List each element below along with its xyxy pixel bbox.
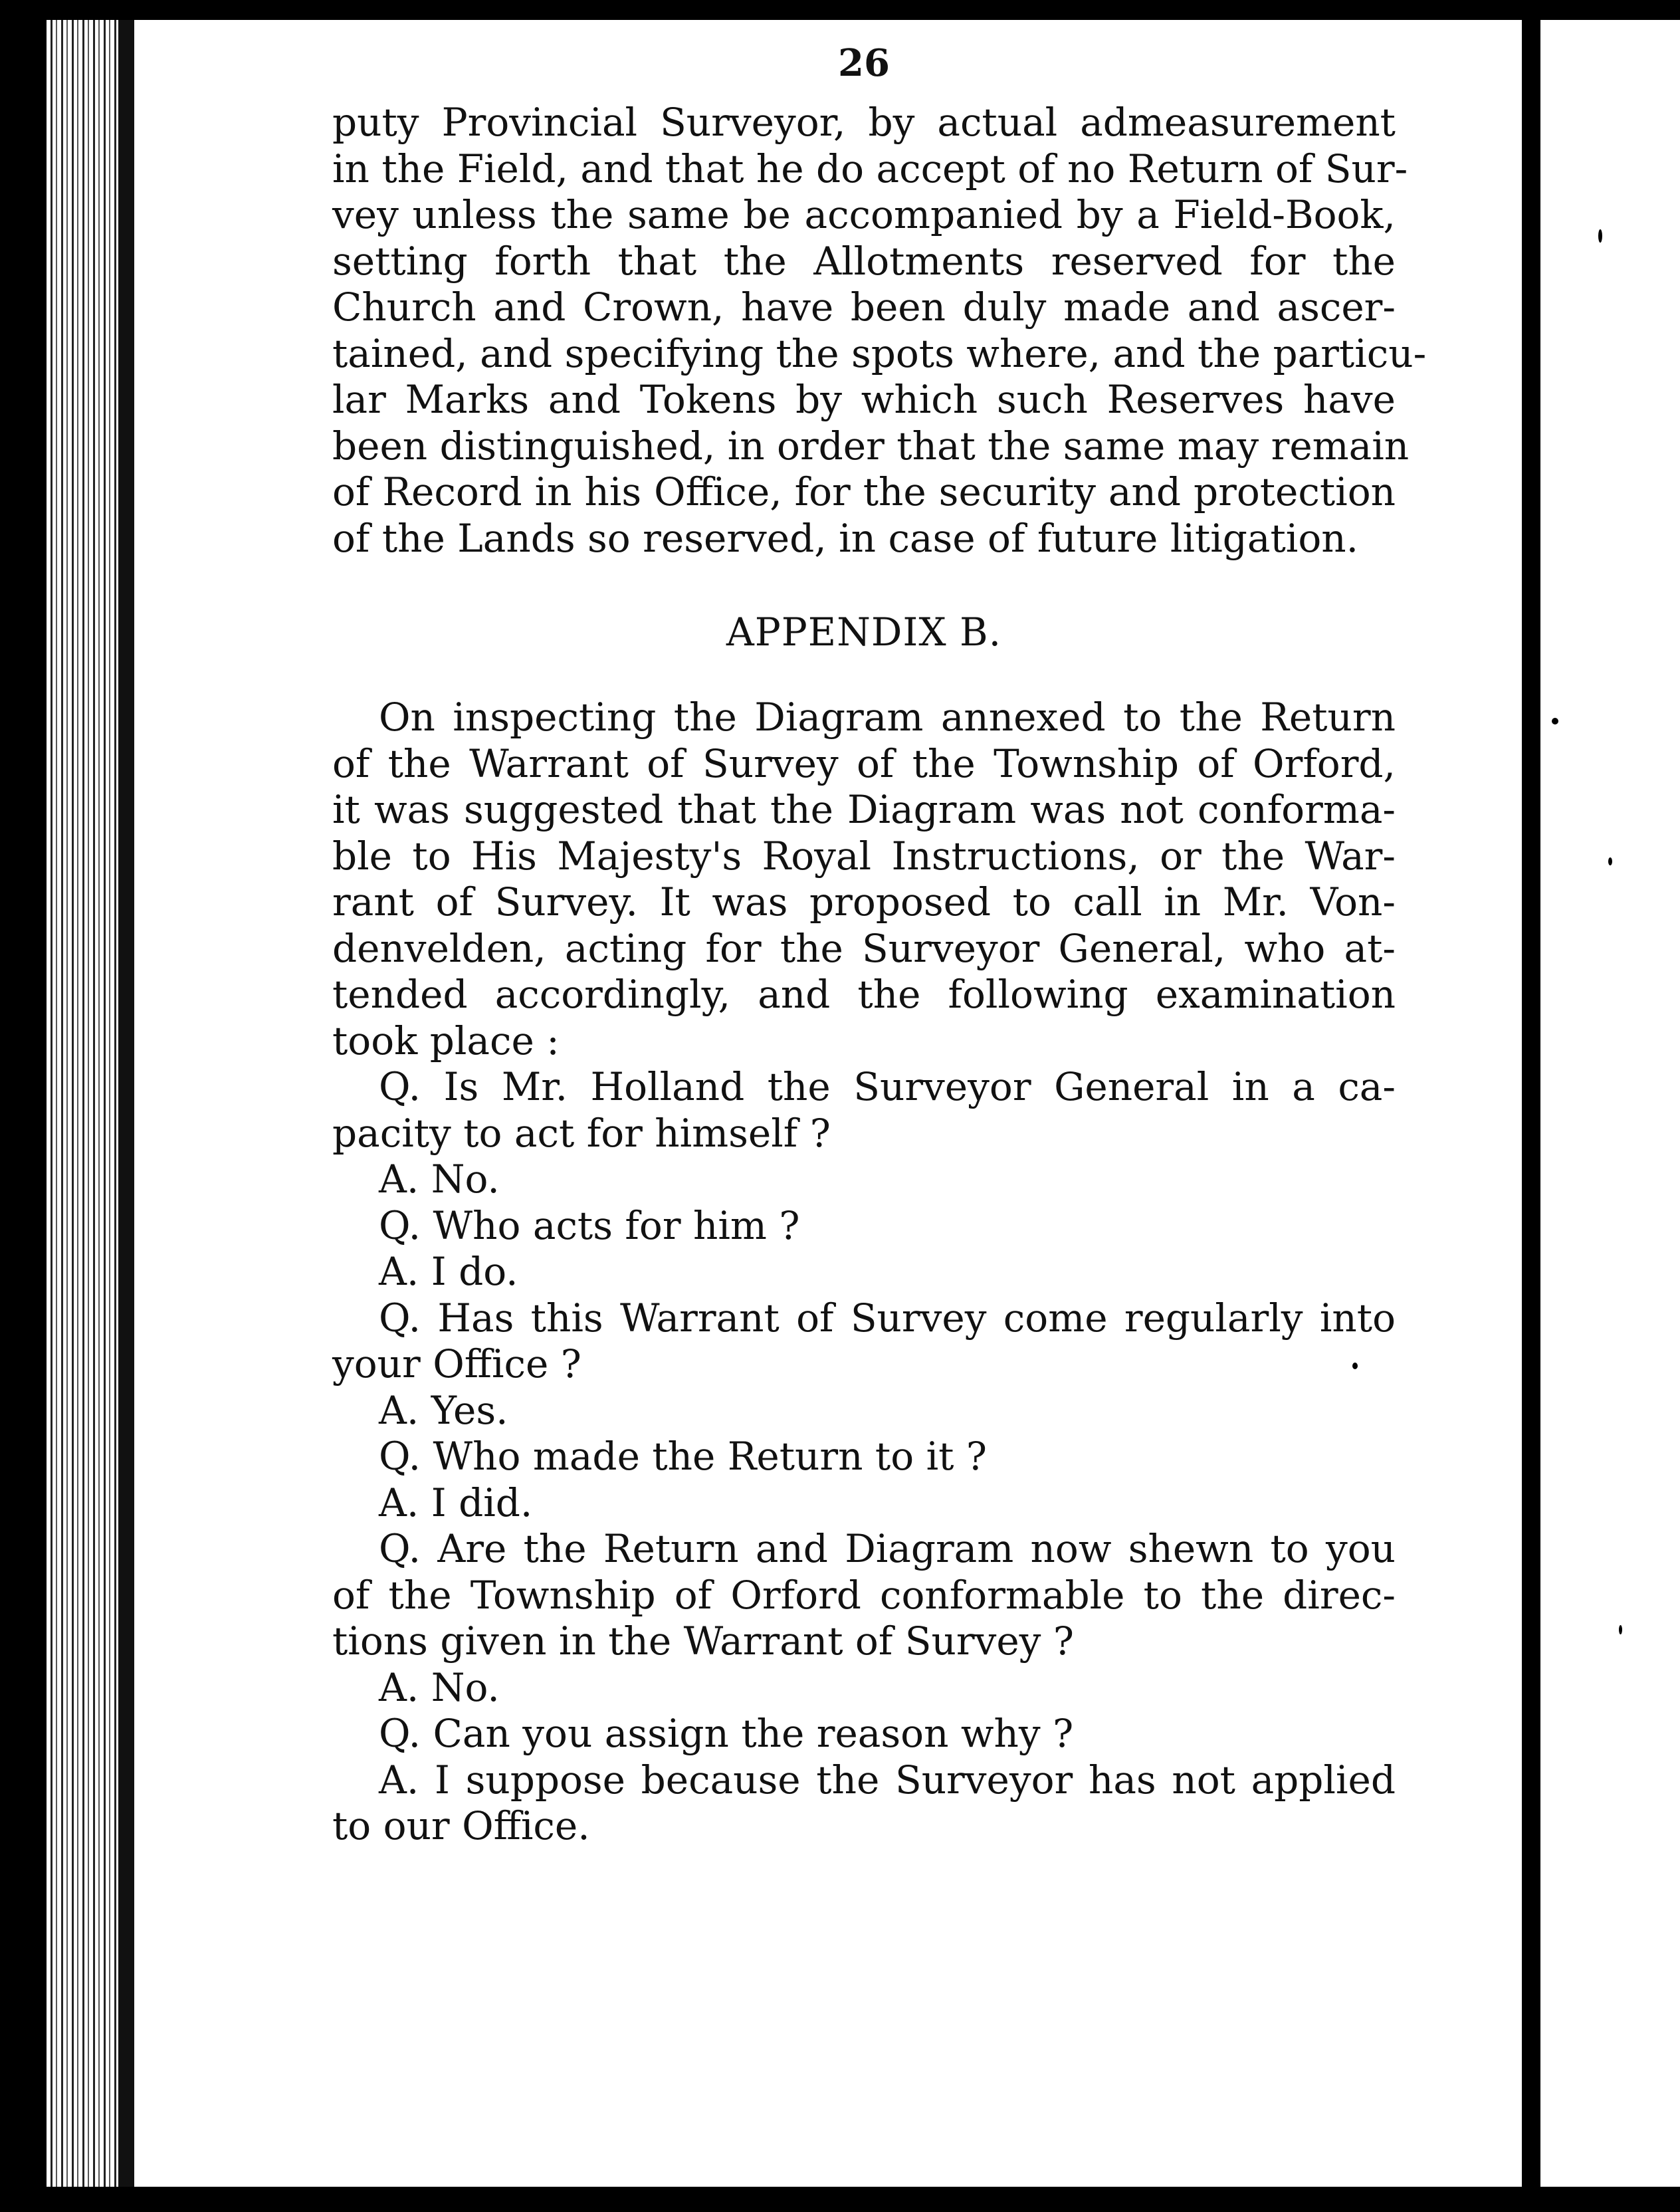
- text-line: puty Provincial Surveyor, by actual admeasurement: [332, 100, 1396, 145]
- qa-entry: A. I do.: [379, 1249, 518, 1294]
- scan-speck: [23, 1605, 38, 1642]
- text-line: vey unless the same be accompanied by a Field-Book,: [332, 192, 1396, 237]
- qa-entry: Q. Has this Warrant of Survey come regularly into: [379, 1295, 1396, 1341]
- qa-continuation: your Office ?: [332, 1341, 581, 1386]
- qa-entry: A. No.: [379, 1157, 500, 1202]
- qa-continuation: pacity to act for himself ?: [332, 1110, 831, 1156]
- qa-entry: Q. Is Mr. Holland the Surveyor General in a ca-: [379, 1064, 1396, 1109]
- qa-entry: A. I suppose because the Surveyor has not applied: [379, 1757, 1396, 1803]
- text-line: tended accordingly, and the following examination: [332, 972, 1396, 1017]
- scan-border-right: [1522, 0, 1540, 2212]
- qa-continuation: to our Office.: [332, 1803, 590, 1848]
- text-line: ble to His Majesty's Royal Instructions, or the War-: [332, 833, 1396, 879]
- scan-border-left: [0, 0, 47, 2212]
- book-spine-shadow: [118, 20, 134, 2212]
- text-line: On inspecting the Diagram annexed to the Return: [379, 695, 1396, 740]
- qa-entry: Q. Who acts for him ?: [379, 1202, 800, 1248]
- examination-qa: [332, 1064, 1396, 1850]
- qa-entry: A. No.: [379, 1664, 500, 1710]
- text-line: of Record in his Office, for the security and protection: [332, 469, 1396, 514]
- text-line: in the Field, and that he do accept of no Return of Sur-: [332, 146, 1408, 191]
- paragraph-continued: [332, 100, 1427, 562]
- qa-continuation: tions given in the Warrant of Survey ?: [332, 1618, 1074, 1664]
- scan-speck: [1552, 718, 1558, 724]
- text-line: denvelden, acting for the Surveyor General, who at-: [332, 925, 1396, 971]
- qa-entry: A. Yes.: [379, 1387, 508, 1433]
- appendix-heading: APPENDIX B.: [726, 609, 1002, 655]
- qa-continuation: of the Township of Orford conformable to the direc-: [332, 1572, 1396, 1618]
- text-line: rant of Survey. It was proposed to call in Mr. Von-: [332, 879, 1396, 925]
- text-line: it was suggested that the Diagram was not conforma-: [332, 787, 1396, 832]
- qa-entry: A. I did.: [379, 1480, 533, 1525]
- text-line: been distinguished, in order that the same may remain: [332, 423, 1410, 469]
- text-line: took place :: [332, 1018, 560, 1063]
- paragraph-appendix-intro: [332, 695, 1396, 1064]
- text-line: setting forth that the Allotments reserved for the: [332, 238, 1396, 284]
- qa-entry: Q. Who made the Return to it ?: [379, 1434, 987, 1479]
- scan-speck: [1608, 857, 1612, 865]
- page-number: 26: [838, 41, 890, 85]
- qa-entry: Q. Can you assign the reason why ?: [379, 1711, 1074, 1756]
- text-line: of the Warrant of Survey of the Township of Orford,: [332, 740, 1396, 786]
- book-page: [332, 27, 1427, 1914]
- text-line: of the Lands so reserved, in case of future litigation.: [332, 515, 1359, 561]
- scan-border-bottom: [0, 2187, 1680, 2212]
- qa-entry: Q. Are the Return and Diagram now shewn to you: [379, 1526, 1396, 1571]
- text-line: Church and Crown, have been duly made and ascer-: [332, 284, 1396, 330]
- text-line: lar Marks and Tokens by which such Reserves have: [332, 377, 1396, 422]
- scan-speck: [1619, 1625, 1622, 1634]
- scan-border-top: [0, 0, 1680, 20]
- text-line: tained, and specifying the spots where, and the particu-: [332, 330, 1427, 376]
- scan-speck: [1598, 229, 1602, 243]
